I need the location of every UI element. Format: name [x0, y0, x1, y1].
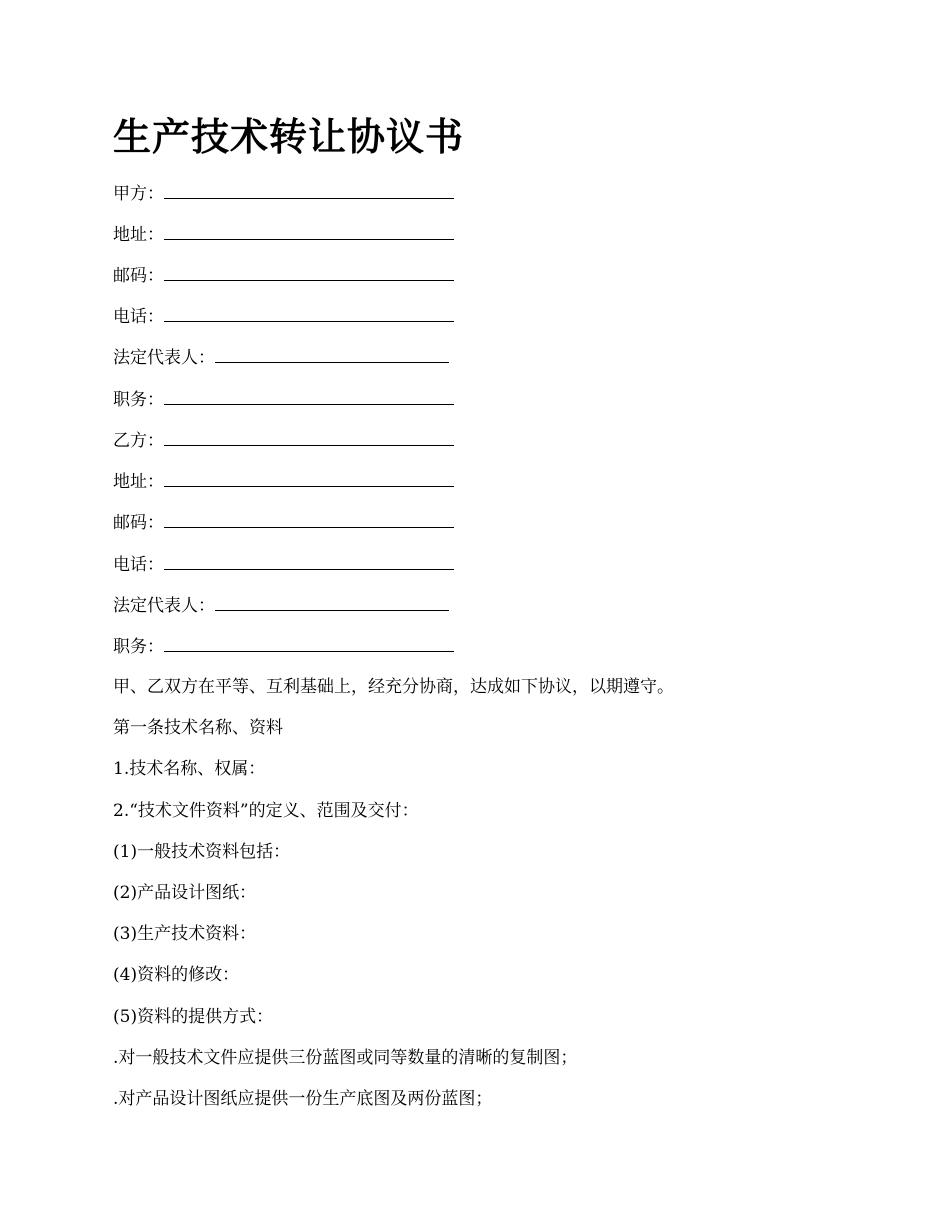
- party-a-postcode-label: 邮码：: [113, 266, 164, 286]
- list-item: .对一般技术文件应提供三份蓝图或同等数量的清晰的复制图；: [113, 1048, 578, 1068]
- party-a-postcode-blank: [164, 262, 454, 281]
- party-a-legal-rep-blank: [215, 344, 449, 363]
- party-b-address-blank: [164, 468, 454, 487]
- section-heading: 第一条技术名称、资料: [113, 718, 283, 738]
- party-a-address-blank: [164, 221, 454, 240]
- party-a-name-blank: [164, 180, 454, 199]
- party-a-phone-blank: [164, 303, 454, 322]
- party-b-position-blank: [164, 633, 454, 652]
- party-a-legal-rep-label: 法定代表人：: [113, 348, 215, 368]
- party-a-name-field: [113, 180, 454, 207]
- list-item: (4)资料的修改：: [113, 965, 240, 985]
- party-a-position-field: [113, 386, 454, 413]
- list-item: (3)生产技术资料：: [113, 924, 257, 944]
- party-b-name-blank: [164, 427, 454, 446]
- party-a-legal-rep-field: [113, 344, 449, 371]
- party-b-name-label: 乙方：: [113, 431, 164, 451]
- party-b-phone-label: 电话：: [113, 555, 164, 575]
- party-b-position-field: [113, 633, 454, 660]
- body-paragraph: 2.“技术文件资料”的定义、范围及交付：: [113, 801, 419, 821]
- party-a-position-blank: [164, 386, 454, 405]
- document-title: 生产技术转让协议书: [113, 114, 465, 159]
- party-b-phone-blank: [164, 551, 454, 570]
- party-b-name-field: [113, 427, 454, 454]
- party-b-legal-rep-field: [113, 592, 449, 619]
- party-a-position-label: 职务：: [113, 390, 164, 410]
- party-a-phone-label: 电话：: [113, 307, 164, 327]
- party-a-name-label: 甲方：: [113, 184, 164, 204]
- party-b-legal-rep-label: 法定代表人：: [113, 596, 215, 616]
- party-b-postcode-label: 邮码：: [113, 513, 164, 533]
- body-paragraph: 甲、乙双方在平等、互利基础上，经充分协商，达成如下协议，以期遵守。: [113, 677, 674, 697]
- list-item: .对产品设计图纸应提供一份生产底图及两份蓝图；: [113, 1089, 493, 1109]
- party-b-position-label: 职务：: [113, 637, 164, 657]
- party-b-legal-rep-blank: [215, 592, 449, 611]
- list-item: (5)资料的提供方式：: [113, 1007, 274, 1027]
- list-item: (1)一般技术资料包括：: [113, 842, 291, 862]
- party-a-postcode-field: [113, 262, 454, 289]
- party-b-address-field: [113, 468, 454, 495]
- party-b-postcode-field: [113, 509, 454, 536]
- party-b-postcode-blank: [164, 509, 454, 528]
- party-b-address-label: 地址：: [113, 472, 164, 492]
- list-item: (2)产品设计图纸：: [113, 883, 257, 903]
- party-a-address-field: [113, 221, 454, 248]
- party-a-address-label: 地址：: [113, 225, 164, 245]
- party-a-phone-field: [113, 303, 454, 330]
- body-paragraph: 1.技术名称、权属：: [113, 759, 266, 779]
- party-b-phone-field: [113, 551, 454, 578]
